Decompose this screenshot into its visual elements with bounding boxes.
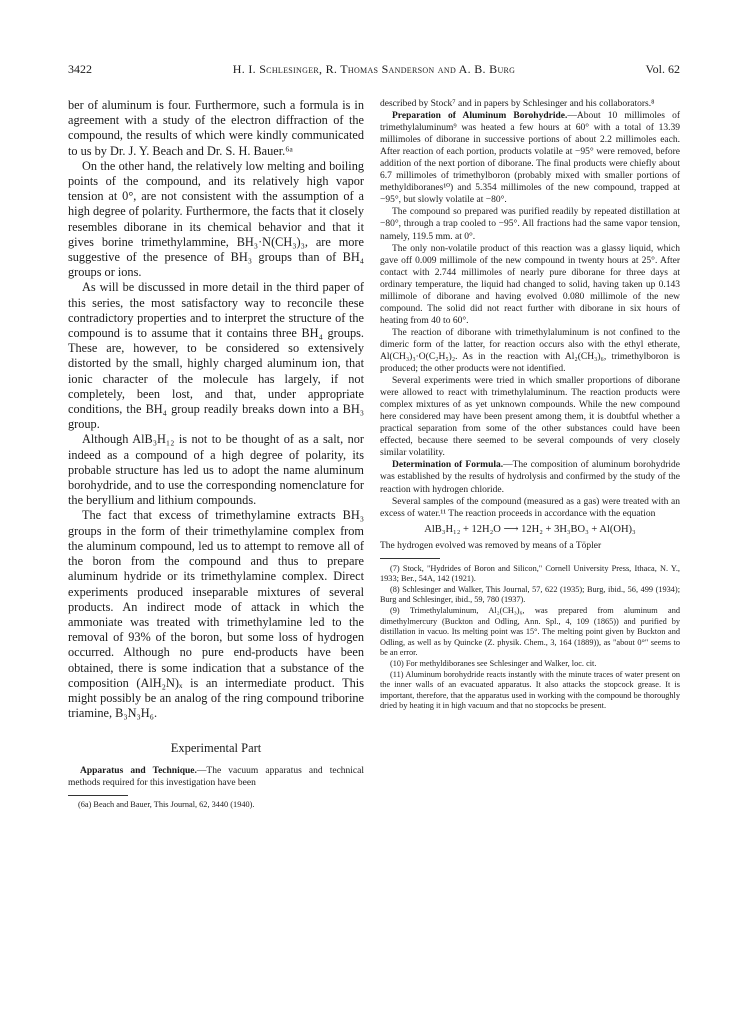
volume-label: Vol. 62 (645, 62, 680, 76)
paragraph: The reaction of diborane with trimethylaluminum is not confined to the dimeric form of the latter, for reaction occurs also with the ethyl etherate, Al(CH₃)₃·O(C₂H₅)₂. As in the reaction with Al₂(CH₃)₆, trimethylboron is produced; the other products were not identified. (380, 327, 680, 375)
paragraph: The compound so prepared was purified readily by repeated distillation at −80°, through a trap cooled to −95°. All fractions had the same vapor tension, namely, 119.5 mm. at 0°. (380, 207, 680, 242)
paragraph: As will be discussed in more detail in the third paper of this series, the most satisfactory way to reconcile these contradictory properties and to interpret the structure of the compound is to assume that it contains three BH₄ groups. These are, however, to be considered so extensively distorted by the small, highly charged aluminum ion, that ionic character of the molecule has largely, if not completely, been lost, and that, under appropriate conditions, the BH₄ group readily breaks down into a BH₃ group. (68, 280, 364, 432)
footnote: (11) Aluminum borohydride reacts instantly with the minute traces of water present on the inner walls of an evacuated apparatus. It also attacks the stopcock grease. It is important, therefore, that the apparatus used in working with the compound be thoroughly dried by heating it in high vacuum and that no stopcocks be present. (380, 669, 680, 711)
apparatus-paragraph (68, 765, 364, 789)
formula-text: —The composition of aluminum borohydride was established by the results of hydrolysis and confirmed by the study of the reaction with hydrogen chloride. (380, 460, 680, 495)
paragraph: On the other hand, the relatively low melting and boiling points of the compound, and its relatively high vapor tension at 0°, are not consistent with the assumption of a high degree of polarity. Furthermore, the facts that it closely resembles diborane in its chemical behavior and that it gives borine trimethylammine, BH₃·N(CH₃)₃, are more suggestive of the presence of BH₃ groups than of BH₄ groups or ions. (68, 158, 364, 280)
preparation-text: —About 10 millimoles of trimethylaluminum⁹ was heated a few hours at 60° with a total of 13.39 millimoles of diborane in successive portions of about 2.2 millimoles each. After reaction of each portion, products volatile at −95° were removed, before addition of the next portion of diborane. The final products were chiefly about 6.7 millimoles of trimethylboron (probably mixed with smaller portions of methyldiboranes¹⁰) and 5.354 millimoles of the new compound, trapped at −95°, but slowly volatile at −80°. (380, 111, 680, 206)
paragraph: The only non-volatile product of this reaction was a glassy liquid, which gave off 0.009 millimole of the new compound in twenty hours at 25°. After contact with 2.744 millimoles of nearly pure diborane for three days at ordinary temperature, the liquid had changed to solid, having taken up 0.143 millimole of diborane and having evolved 0.080 millimole of the new compound. The solid did not react further with diborane in six hours of heating from 40 to 60°. (380, 243, 680, 326)
paragraph: The fact that excess of trimethylamine extracts BH₃ groups in the form of their trimethylamine complex from the aluminum compound, led us to attempt to remove all of the boron from the compound and thus to prepare aluminum hydride or its trimethylamine complex. Direct experiments produced inseparable mixtures of several products. An indirect mode of attack in which the ammoniate was treated with trimethylamine led to the removal of 93% of the boron, but some loss of hydrogen occurred. Although no pure end-products have been obtained, there is some indication that a substance of the composition (AlH₂N)ₓ is an intermediate product. This might possibly be an analog of the ring compound triborine triamine, B₃N₃H₆. (68, 508, 364, 721)
journal-page (68, 62, 680, 962)
chemical-equation: AlB₃H₁₂ + 12H₂O ⟶ 12H₂ + 3H₃BO₃ + Al(OH)₃ (424, 523, 636, 535)
paragraph: described by Stock⁷ and in papers by Schlesinger and his collaborators.⁸ (380, 99, 655, 109)
right-column (380, 98, 680, 712)
left-column (68, 98, 364, 811)
paragraph: Although AlB₃H₁₂ is not to be thought of as a salt, nor indeed as a compound of a high degree of polarity, its probable structure has led us to adopt the name aluminum borohydride, and to use the corresponding nomenclature for the beryllium and lithium compounds. (68, 432, 364, 508)
paragraph: The hydrogen evolved was removed by means of a Töpler (380, 540, 602, 551)
footnote-area-right (380, 564, 680, 712)
footnote: (8) Schlesinger and Walker, This Journal, 57, 622 (1935); Burg, ibid., 56, 499 (1934); Burg and Schlesinger, ibid., 59, 780 (1937). (380, 584, 680, 605)
run-in-heading: Determination of Formula. (392, 460, 504, 471)
page-number: 3422 (68, 62, 92, 76)
run-in-heading: Preparation of Aluminum Borohydride. (392, 111, 568, 122)
footnote: (7) Stock, "Hydrides of Boron and Silicon," Cornell University Press, Ithaca, N. Y., 1933; Ber., 54A, 142 (1921). (380, 563, 680, 584)
paragraph: ber of aluminum is four. Furthermore, such a formula is in agreement with a study of the electron diffraction of the compound, the results of which were kindly communicated to us by Dr. J. Y. Beach and Dr. S. H. Bauer.⁶ᵃ (68, 98, 364, 158)
running-head-authors: H. I. Schlesinger, R. Thomas Sanderson and A. B. Burg (232, 62, 516, 76)
apparatus-text: —The vacuum apparatus and technical methods required for this investigation have been (68, 766, 364, 789)
paragraph: Several experiments were tried in which smaller proportions of diborane were allowed to react with trimethylaluminum. The reaction products were complex mixtures of as yet unknown compounds. While the new compound here considered may have been present among them, it is doubtful whether a practical separation from some of the other substances could have been effected, because there seemed to be several compounds of very closely similar volatility. (380, 376, 680, 459)
footnote: (9) Trimethylaluminum, Al₂(CH₃)₆, was prepared from aluminum and dimethylmercury (Buckton and Odling, Ann. Spl., 4, 109 (1865)) and purified by distillation in vacuo. Its melting point was 15°. The melting point given by Buckton and Odling, as well as by Quincke (Z. physik. Chem., 3, 164 (1889)), as "about 0°" seems to be an error. (380, 606, 680, 658)
page-header (68, 62, 680, 84)
paragraph: Several samples of the compound (measured as a gas) were treated with an excess of water.¹¹ The reaction proceeds in accordance with the equation (380, 496, 680, 519)
footnote-area-left (68, 800, 364, 811)
run-in-heading: Apparatus and Technique. (80, 766, 197, 777)
footnote-rule (68, 795, 128, 796)
footnote: (6a) Beach and Bauer, This Journal, 62, 3440 (1940). (78, 800, 255, 810)
footnote-rule (380, 558, 440, 559)
formula-paragraph (380, 459, 680, 495)
preparation-paragraph (380, 110, 680, 206)
section-heading: Experimental Part (170, 741, 262, 756)
footnote: (10) For methyldiboranes see Schlesinger and Walker, loc. cit. (390, 659, 597, 669)
apparatus-paragraph-wrap (68, 765, 364, 789)
